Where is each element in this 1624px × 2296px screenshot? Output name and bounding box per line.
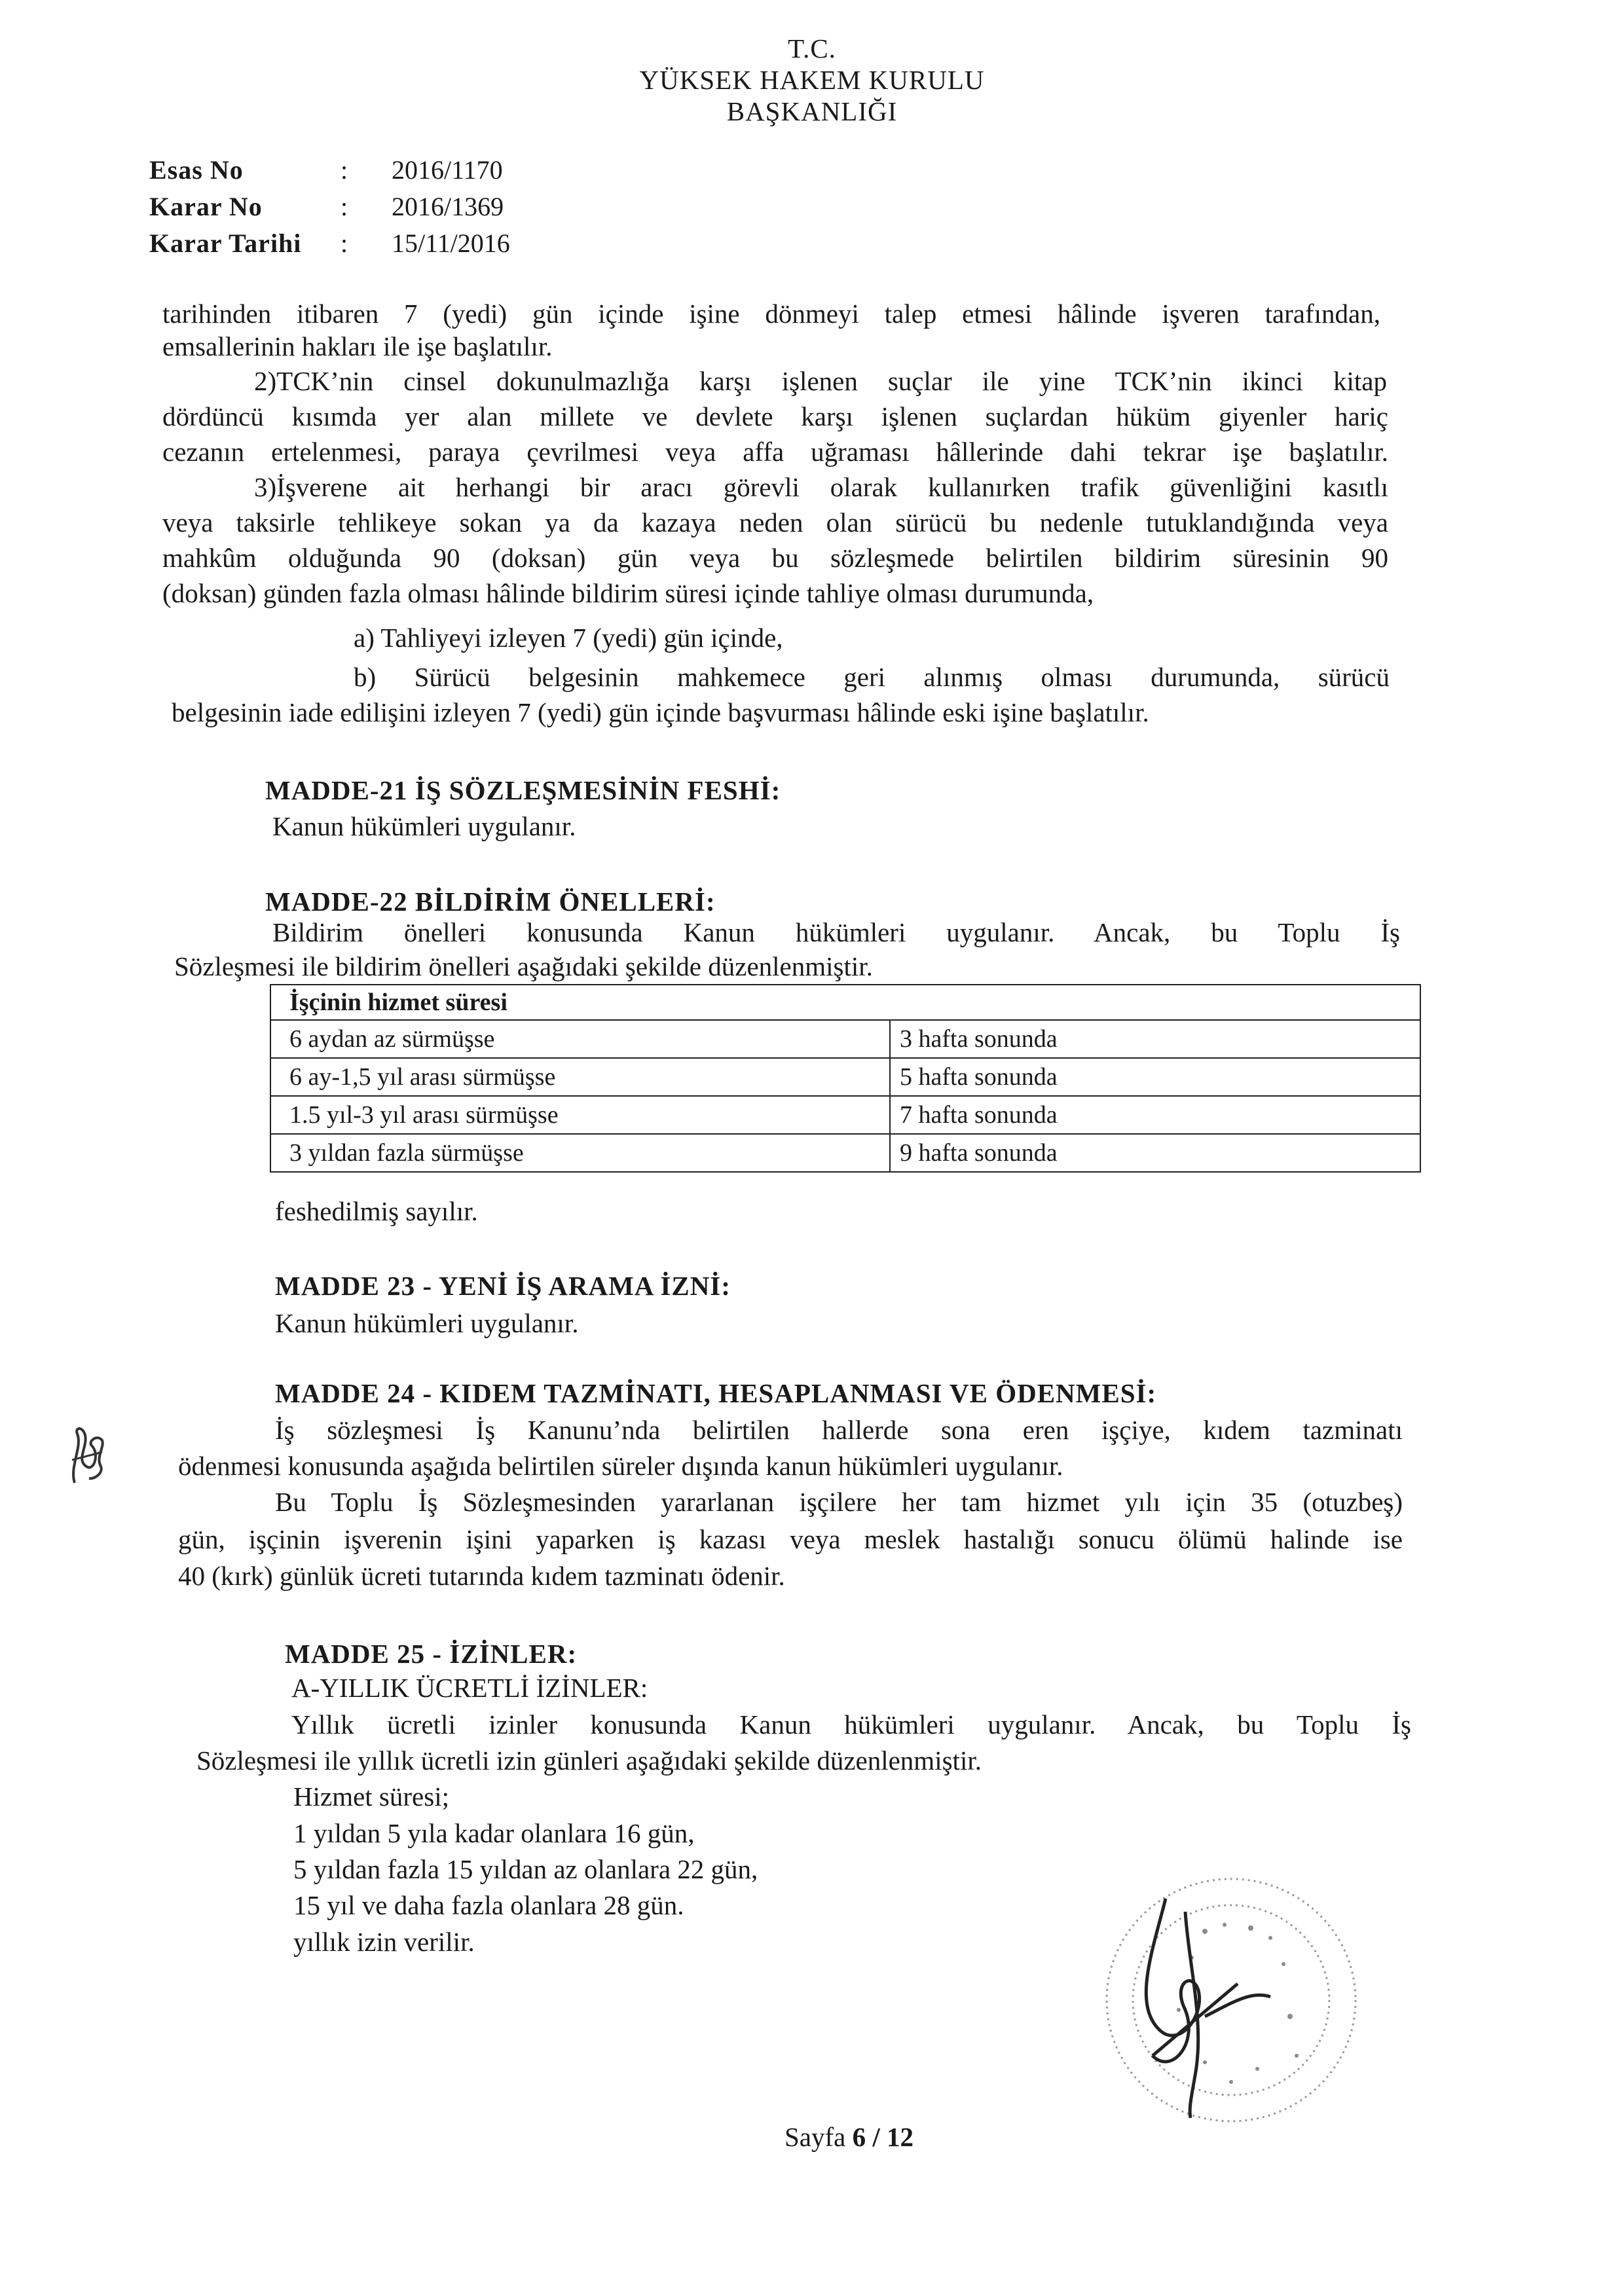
list-item: Hizmet süresi;	[293, 1781, 449, 1812]
meta-value: 2016/1369	[392, 192, 504, 221]
section-heading-madde-21: MADDE-21 İŞ SÖZLEŞMESİNİN FESHİ:	[265, 775, 781, 805]
meta-label: Esas No	[149, 155, 244, 185]
paragraph-line: gün, işçinin işverenin işini yaparken iş kazası veya meslek hastalığı sonucu ölümü halinde ise	[178, 1524, 1403, 1554]
table-cell-period: 1.5 yıl-3 yıl arası sürmüşse	[271, 1097, 891, 1133]
paragraph-line: belgesinin iade edilişini izleyen 7 (yedi) gün içinde başvurması hâlinde eski işine başlatılır.	[172, 697, 1149, 727]
paragraph-line: İş sözleşmesi İş Kanunu’nda belirtilen hallerde sona eren işçiye, kıdem tazminatı	[275, 1415, 1403, 1445]
table-cell-notice: 7 hafta sonunda	[900, 1101, 1058, 1129]
table-header: İşçinin hizmet süresi	[271, 985, 1420, 1021]
section-text: feshedilmiş sayılır.	[275, 1196, 478, 1226]
page-footer-prefix: Sayfa	[784, 2122, 846, 2152]
section-text: Bildirim önelleri konusunda Kanun hükümleri uygulanır. Ancak, bu Toplu İş	[272, 917, 1400, 947]
table-row	[271, 1021, 1420, 1059]
meta-colon: :	[341, 228, 348, 258]
list-item: 1 yıldan 5 yıla kadar olanlara 16 gün,	[293, 1818, 695, 1848]
paragraph-line: Yıllık ücretli izinler konusunda Kanun hükümleri uygulanır. Ancak, bu Toplu İş	[291, 1709, 1411, 1740]
meta-row-karar	[149, 189, 510, 225]
paragraph-line: 2)TCK’nin cinsel dokunulmazlığa karşı işlenen suçlar ile yine TCK’nin ikinci kitap	[254, 366, 1387, 396]
meta-row-tarih	[149, 225, 510, 262]
paragraph-line: dördüncü kısımda yer alan millete ve devlete karşı işlenen suçlardan hüküm giyenler hariç	[162, 401, 1388, 431]
paragraph-line: Sözleşmesi ile yıllık ücretli izin günleri aşağıdaki şekilde düzenlenmiştir.	[196, 1745, 982, 1776]
subsection-heading: A-YILLIK ÜCRETLİ İZİNLER:	[291, 1673, 648, 1703]
meta-label: Karar Tarihi	[149, 228, 302, 258]
case-meta	[149, 152, 510, 262]
paragraph-line: Bu Toplu İş Sözleşmesinden yararlanan işçilere her tam hizmet yılı için 35 (otuzbeş)	[275, 1487, 1403, 1517]
header-tc: T.C.	[788, 33, 836, 64]
list-item: 15 yıl ve daha fazla olanlara 28 gün.	[293, 1890, 684, 1920]
section-heading-madde-25: MADDE 25 - İZİNLER:	[285, 1639, 578, 1669]
section-text: Kanun hükümleri uygulanır.	[272, 811, 576, 841]
meta-value: 15/11/2016	[392, 228, 510, 258]
section-text: Sözleşmesi ile bildirim önelleri aşağıdaki şekilde düzenlenmiştir.	[174, 951, 873, 981]
table-cell-period: 6 ay-1,5 yıl arası sürmüşse	[271, 1059, 891, 1095]
paragraph-line: 3)İşverene ait herhangi bir aracı görevli olarak kullanırken trafik güvenliğini kasıtlı	[254, 472, 1388, 502]
table-cell-period: 3 yıldan fazla sürmüşse	[271, 1135, 891, 1171]
table-cell-period: 6 aydan az sürmüşse	[271, 1021, 891, 1057]
table-cell-notice: 9 hafta sonunda	[900, 1139, 1058, 1167]
table-cell-notice: 3 hafta sonunda	[900, 1025, 1058, 1053]
table-row	[271, 1097, 1420, 1135]
table-row	[271, 1135, 1420, 1171]
list-item: yıllık izin verilir.	[293, 1927, 475, 1957]
meta-value: 2016/1170	[392, 155, 503, 185]
list-item-b: b) Sürücü belgesinin mahkemece geri alınmış olması durumunda, sürücü	[354, 662, 1390, 692]
meta-label: Karar No	[149, 192, 263, 221]
paragraph-line: emsallerinin hakları ile işe başlatılır.	[162, 331, 553, 361]
table-cell-notice: 5 hafta sonunda	[900, 1063, 1058, 1091]
list-item: 5 yıldan fazla 15 yıldan az olanlara 22 gün,	[293, 1854, 758, 1884]
paragraph-line: (doksan) günden fazla olması hâlinde bildirim süresi içinde tahliye olması durumunda,	[162, 578, 1094, 608]
paragraph-line: ödenmesi konusunda aşağıda belirtilen süreler dışında kanun hükümleri uygulanır.	[178, 1451, 1063, 1481]
page-footer	[784, 2121, 913, 2153]
page-number: 6 / 12	[852, 2122, 914, 2152]
meta-colon: :	[341, 192, 348, 221]
paragraph-line: cezanın ertelenmesi, paraya çevrilmesi veya affa uğraması hâllerinde dahi tekrar işe başlatılır.	[162, 437, 1388, 467]
meta-row-esas	[149, 152, 510, 189]
list-item-a: a) Tahliyeyi izleyen 7 (yedi) gün içinde,	[354, 623, 783, 653]
paragraph-line: mahkûm olduğunda 90 (doksan) gün veya bu sözleşmede belirtilen bildirim süresinin 90	[162, 543, 1388, 573]
header-institution: YÜKSEK HAKEM KURULU	[639, 65, 985, 95]
section-heading-madde-24: MADDE 24 - KIDEM TAZMİNATI, HESAPLANMASI VE ÖDENMESİ:	[275, 1378, 1157, 1408]
section-text: Kanun hükümleri uygulanır.	[275, 1308, 579, 1338]
meta-colon: :	[341, 155, 348, 185]
section-heading-madde-23: MADDE 23 - YENİ İŞ ARAMA İZNİ:	[275, 1271, 731, 1301]
header-presidency: BAŞKANLIĞI	[726, 96, 898, 126]
paragraph-line: tarihinden itibaren 7 (yedi) gün içinde işine dönmeyi talep etmesi hâlinde işveren tarafından,	[162, 299, 1380, 329]
official-stamp-with-signature	[1074, 1859, 1375, 2134]
paragraph-line: veya taksirle tehlikeye sokan ya da kazaya neden olan sürücü bu nedenle tutuklandığında veya	[162, 507, 1388, 538]
table-row	[271, 1059, 1420, 1097]
paragraph-line: 40 (kırk) günlük ücreti tutarında kıdem tazminatı ödenir.	[178, 1561, 785, 1591]
section-heading-madde-22: MADDE-22 BİLDİRİM ÖNELLERİ:	[265, 886, 716, 917]
margin-initials-signature	[63, 1421, 109, 1493]
notice-period-table	[270, 984, 1421, 1173]
